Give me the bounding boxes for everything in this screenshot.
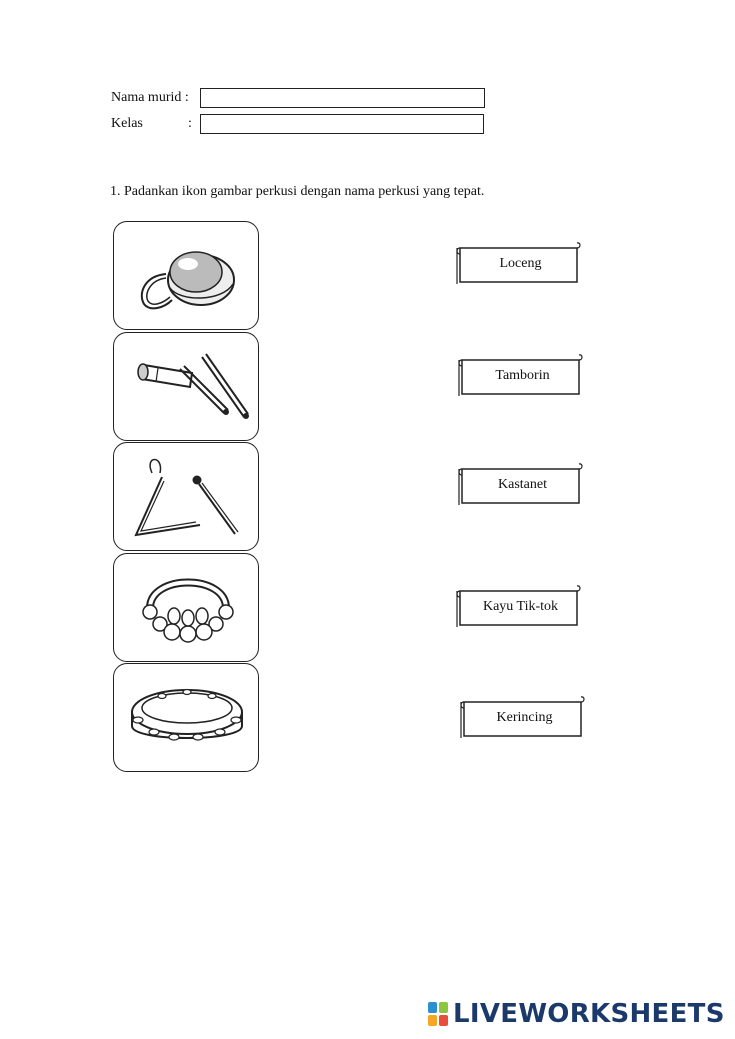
wood-block-icon bbox=[114, 333, 260, 442]
answer-label: Kastanet bbox=[498, 477, 547, 492]
class-label: Kelas bbox=[111, 116, 143, 131]
image-card-jingle-bell[interactable] bbox=[113, 553, 259, 662]
answer-scroll-4[interactable] bbox=[455, 585, 582, 629]
answer-scroll-1[interactable] bbox=[455, 242, 582, 286]
castanet-icon bbox=[114, 222, 260, 331]
jingle-bell-icon bbox=[114, 554, 260, 663]
triangle-icon bbox=[114, 443, 260, 552]
answer-scroll-2[interactable] bbox=[457, 354, 584, 398]
question-text: 1. Padankan ikon gambar perkusi dengan nama perkusi yang tepat. bbox=[110, 184, 485, 199]
student-name-label: Nama murid : bbox=[111, 90, 189, 105]
student-name-input[interactable] bbox=[200, 88, 485, 108]
class-input[interactable] bbox=[200, 114, 484, 134]
image-card-triangle[interactable] bbox=[113, 442, 259, 551]
answer-label: Tamborin bbox=[495, 368, 550, 383]
liveworksheets-logo-icon bbox=[428, 1001, 450, 1027]
liveworksheets-logo bbox=[428, 996, 725, 1032]
answer-label: Loceng bbox=[499, 256, 542, 271]
answer-label: Kayu Tik-tok bbox=[482, 599, 559, 614]
answer-label: Kerincing bbox=[496, 710, 553, 725]
class-colon: : bbox=[188, 116, 192, 131]
image-card-wood-block[interactable] bbox=[113, 332, 259, 441]
image-card-castanet[interactable] bbox=[113, 221, 259, 330]
answer-scroll-3[interactable] bbox=[457, 463, 584, 507]
liveworksheets-logo-text: LIVEWORKSHEETS bbox=[453, 999, 725, 1029]
tambourine-icon bbox=[114, 664, 260, 773]
image-card-tambourine[interactable] bbox=[113, 663, 259, 772]
answer-scroll-5[interactable] bbox=[459, 696, 586, 740]
